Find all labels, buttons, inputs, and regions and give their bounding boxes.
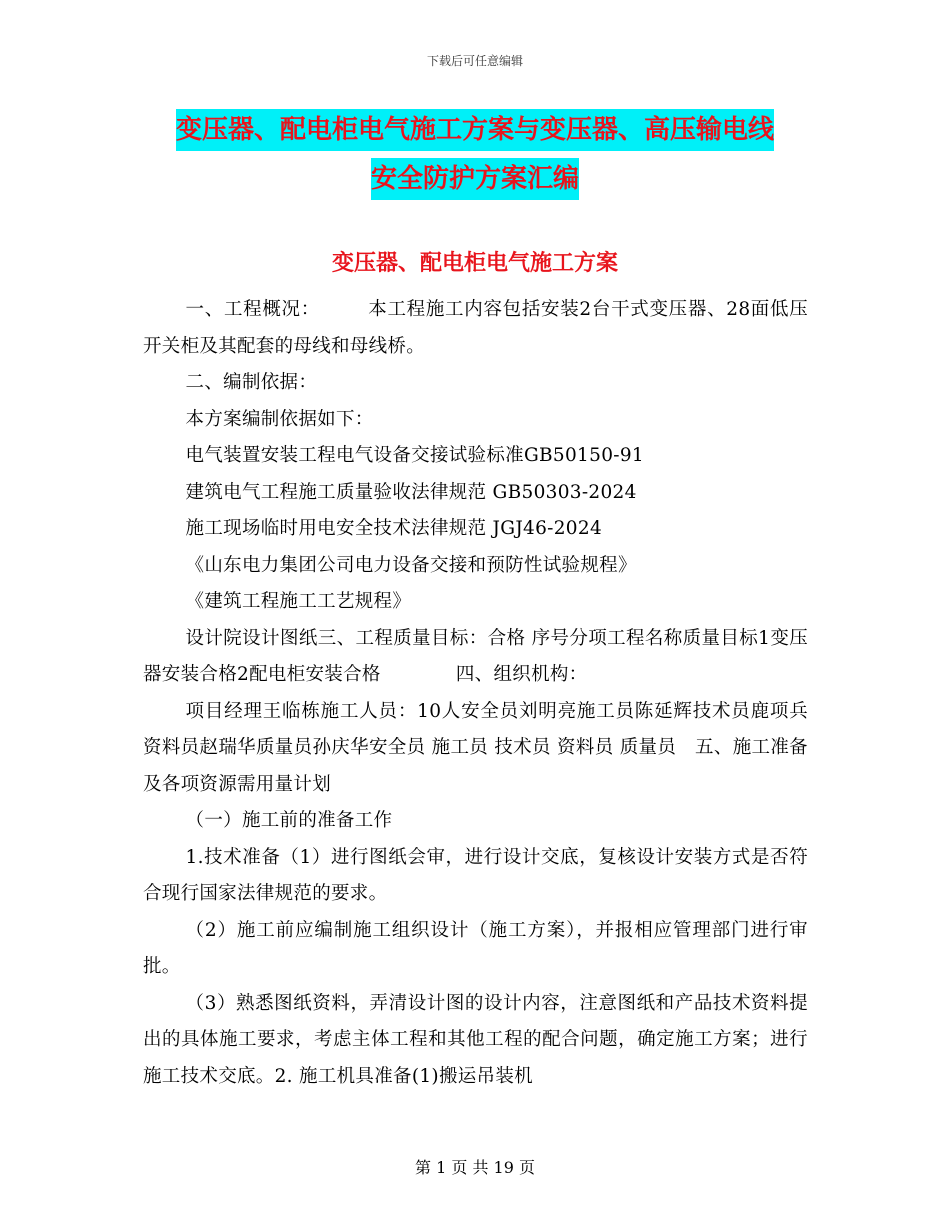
document-title-line1: 变压器、配电柜电气施工方案与变压器、高压输电线: [176, 109, 774, 151]
paragraph: 施工现场临时用电安全技术法律规范 JGJ46-2024: [185, 518, 603, 539]
paragraph: 1.技术准备（1）进行图纸会审，进行设计交底，复核设计安装方式是否符合现行国家法律规范的要求。: [143, 846, 808, 904]
paragraph: 《山东电力集团公司电力设备交接和预防性试验规程》: [185, 554, 637, 576]
paragraph: 设计院设计图纸三、工程质量目标：合格 序号分项工程名称质量目标1变压器安装合格2配电柜安装合格 四、组织机构：: [143, 627, 808, 685]
paragraph: 一、工程概况： 本工程施工内容包括安装2台干式变压器、28面低压开关柜及其配套的母线和母线桥。: [143, 299, 808, 357]
paragraph: 二、编制依据：: [185, 372, 318, 393]
paragraph: （2）施工前应编制施工组织设计（施工方案），并报相应管理部门进行审批。: [143, 919, 808, 977]
document-body: [143, 292, 808, 1095]
paragraph: 本方案编制依据如下：: [185, 408, 374, 430]
paragraph: 《建筑工程施工工艺规程》: [185, 591, 412, 612]
section-title: 变压器、配电柜电气施工方案: [331, 250, 618, 276]
page-header-note: 下载后可任意编辑: [426, 54, 523, 68]
paragraph: （一）施工前的准备工作: [185, 810, 393, 831]
paragraph: 建筑电气工程施工质量验收法律规范 GB50303-2024: [185, 481, 637, 503]
page-footer: 第 1 页 共 19 页: [415, 1158, 535, 1177]
paragraph: 电气装置安装工程电气设备交接试验标准GB50150-91: [185, 445, 644, 466]
paragraph: （3）熟悉图纸资料，弄清设计图的设计内容，注意图纸和产品技术资料提出的具体施工要求，考虑主体工程和其他工程的配合问题，确定施工方案；进行施工技术交底。2. 施工机具准备(1)搬运吊装机: [143, 992, 808, 1087]
paragraph: 项目经理王临栋施工人员：10人安全员刘明亮施工员陈延辉技术员鹿项兵资料员赵瑞华质量员孙庆华安全员 施工员 技术员 资料员 质量员 五、施工准备及各项资源需用量计划: [143, 700, 808, 795]
document-title-line2: 安全防护方案汇编: [371, 158, 579, 200]
document-title: [0, 108, 950, 201]
